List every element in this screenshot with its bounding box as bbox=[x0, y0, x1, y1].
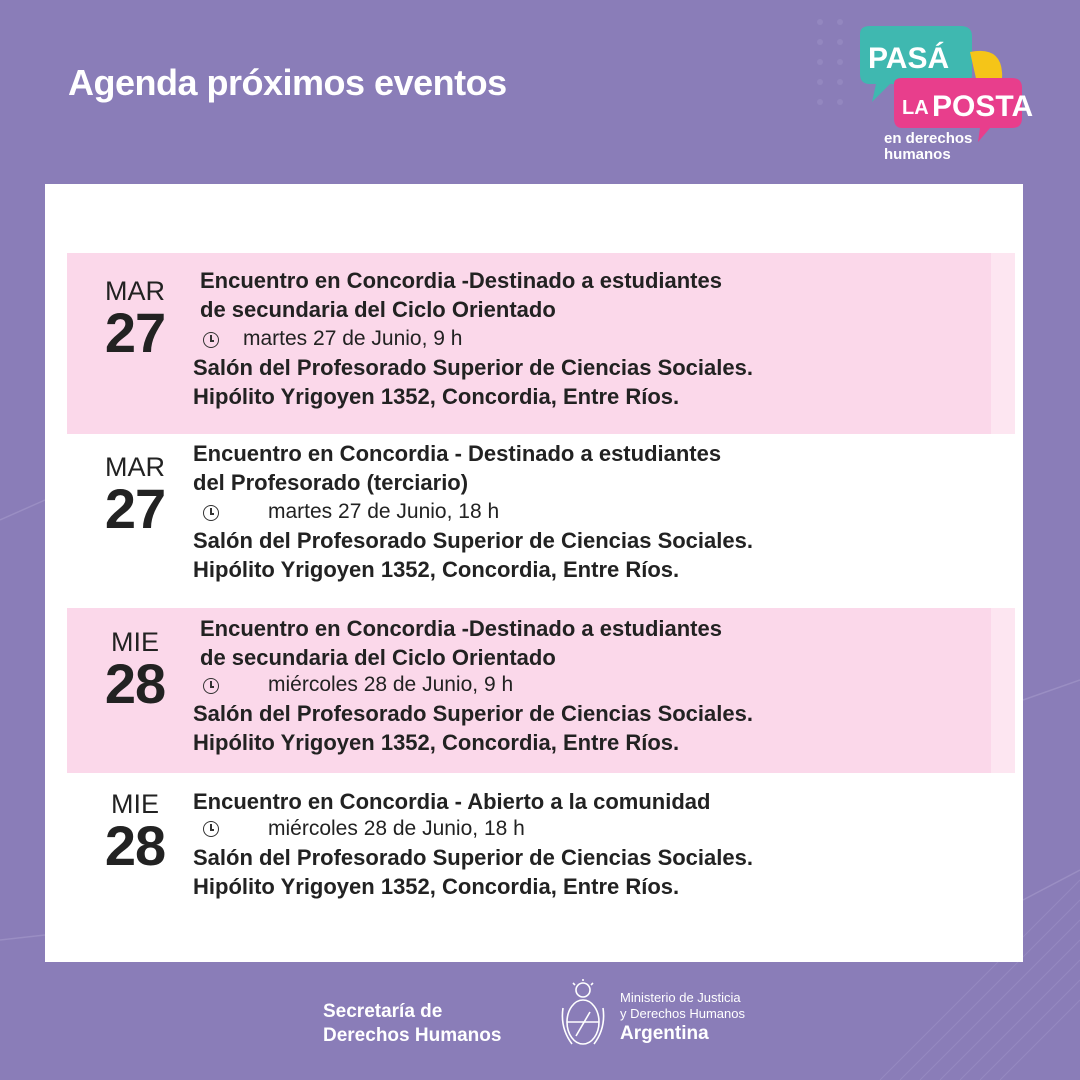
event-place-line1: Salón del Profesorado Superior de Ciencias Sociales. bbox=[193, 845, 753, 870]
event-row bbox=[67, 436, 1015, 606]
event-title-line1: Encuentro en Concordia -Destinado a estudiantes bbox=[200, 616, 722, 641]
event-place-line1: Salón del Profesorado Superior de Ciencias Sociales. bbox=[193, 528, 753, 553]
event-title-line1: Encuentro en Concordia - Destinado a estudiantes bbox=[193, 441, 722, 466]
ministerio-line2: y Derechos Humanos bbox=[620, 1006, 745, 1021]
country-name: Argentina bbox=[620, 1023, 709, 1044]
event-place bbox=[193, 843, 753, 901]
logo-sub-line2: humanos bbox=[884, 146, 951, 163]
event-row bbox=[67, 608, 1015, 773]
event-place bbox=[193, 699, 753, 757]
events-card bbox=[45, 184, 1023, 962]
event-time: martes 27 de Junio, 9 h bbox=[243, 327, 463, 350]
event-weekday: MIE bbox=[110, 627, 159, 657]
event-time: miércoles 28 de Junio, 18 h bbox=[268, 817, 525, 840]
clock-icon bbox=[203, 332, 219, 348]
clock-icon bbox=[203, 821, 219, 837]
event-title-line1: Encuentro en Concordia -Destinado a estudiantes bbox=[200, 268, 722, 293]
event-row bbox=[67, 253, 1015, 434]
event-title bbox=[193, 787, 710, 816]
event-title-line2: de secundaria del Ciclo Orientado bbox=[200, 297, 556, 322]
event-title bbox=[200, 614, 722, 672]
secretaria-line2: Derechos Humanos bbox=[323, 1025, 502, 1046]
national-coat-of-arms-icon bbox=[558, 978, 608, 1052]
event-weekday: MAR bbox=[105, 452, 165, 482]
event-weekday: MAR bbox=[105, 276, 165, 306]
event-place-line1: Salón del Profesorado Superior de Ciencias Sociales. bbox=[193, 701, 753, 726]
event-day: 27 bbox=[104, 301, 166, 364]
ministerio-line1: Ministerio de Justicia bbox=[620, 990, 741, 1005]
event-day: 28 bbox=[104, 652, 166, 715]
event-title bbox=[193, 439, 721, 497]
event-title-line1: Encuentro en Concordia - Abierto a la comunidad bbox=[193, 789, 711, 814]
clock-icon bbox=[203, 678, 219, 694]
event-place bbox=[193, 526, 753, 584]
event-date bbox=[90, 452, 180, 540]
logo-line2b: POSTA bbox=[932, 90, 1034, 123]
secretaria-line1: Secretaría de bbox=[323, 1001, 443, 1022]
event-date bbox=[90, 276, 180, 364]
event-date bbox=[90, 627, 180, 715]
event-title bbox=[200, 266, 722, 324]
clock-icon bbox=[203, 505, 219, 521]
event-row bbox=[67, 775, 1015, 925]
event-title-line2: del Profesorado (terciario) bbox=[193, 470, 469, 495]
row-stripe bbox=[991, 253, 1015, 434]
event-day: 27 bbox=[104, 477, 166, 540]
logo-line1: PASÁ bbox=[868, 42, 950, 75]
event-date bbox=[90, 789, 180, 877]
logo-sub-line1: en derechos bbox=[884, 130, 973, 147]
event-day: 28 bbox=[104, 814, 166, 877]
row-stripe bbox=[991, 608, 1015, 773]
page-title: Agenda próximos eventos bbox=[68, 62, 507, 103]
event-place-line2: Hipólito Yrigoyen 1352, Concordia, Entre Ríos. bbox=[193, 557, 680, 582]
event-place-line1: Salón del Profesorado Superior de Ciencias Sociales. bbox=[193, 355, 753, 380]
secretaria-label bbox=[323, 1000, 501, 1048]
event-weekday: MIE bbox=[110, 789, 159, 819]
logo-subtitle bbox=[884, 131, 972, 163]
event-place-line2: Hipólito Yrigoyen 1352, Concordia, Entre Ríos. bbox=[193, 874, 680, 899]
event-time: martes 27 de Junio, 18 h bbox=[268, 500, 500, 523]
ministerio-label bbox=[620, 990, 745, 1046]
logo-line2a: LA bbox=[902, 97, 929, 119]
event-title-line2: de secundaria del Ciclo Orientado bbox=[200, 645, 556, 670]
event-place bbox=[193, 353, 753, 411]
event-place-line2: Hipólito Yrigoyen 1352, Concordia, Entre Ríos. bbox=[193, 730, 680, 755]
event-place-line2: Hipólito Yrigoyen 1352, Concordia, Entre Ríos. bbox=[193, 384, 680, 409]
event-time: miércoles 28 de Junio, 9 h bbox=[268, 673, 514, 696]
